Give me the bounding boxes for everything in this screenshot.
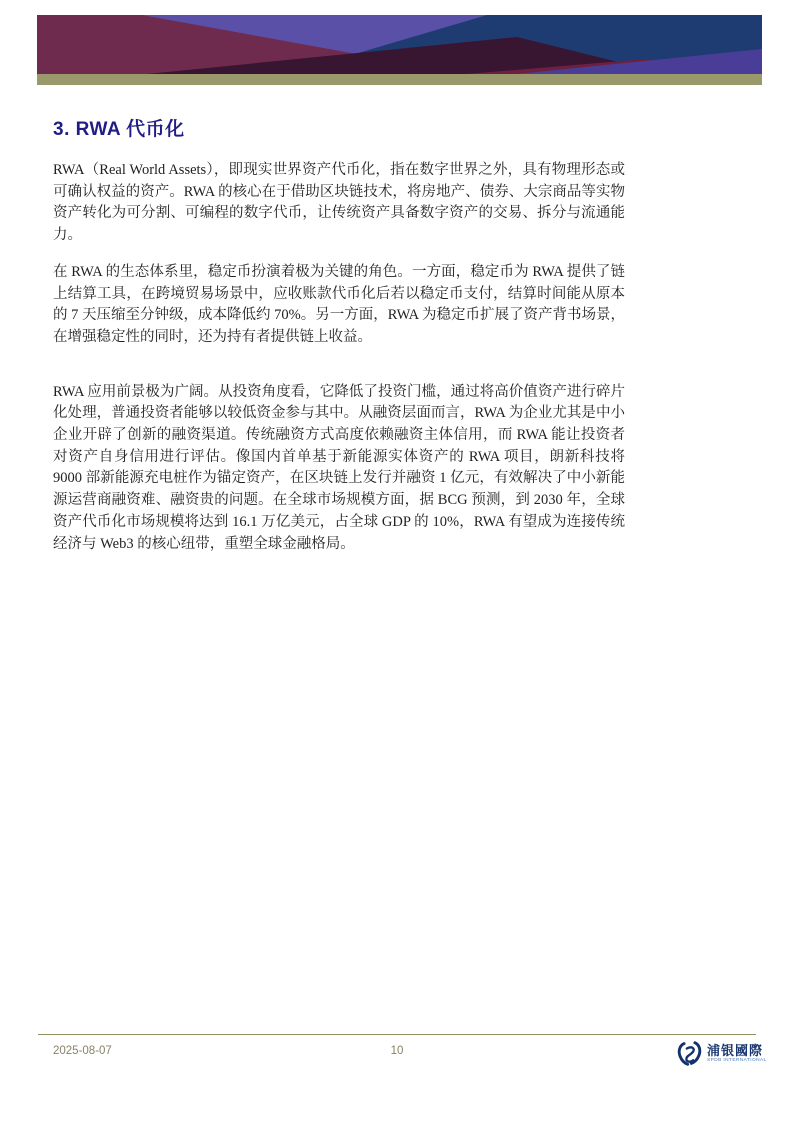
header-banner-graphic <box>37 15 762 74</box>
paragraph-rwa-definition: RWA（Real World Assets），即现实世界资产代币化，指在数字世界之外，具有物理形态或可确认权益的资产。RWA 的核心在于借助区块链技术，将房地产、债券、大宗商品等实物资产转化为可分割、可编程的数字代币，让传统资产具备数字资产的交易、拆分与流通能力。 <box>53 162 625 244</box>
section-title: 3. RWA 代币化 <box>53 119 185 140</box>
logo-name-chinese: 浦银國際 <box>707 1042 764 1058</box>
footer-date: 2025-08-07 <box>53 1045 112 1057</box>
company-logo <box>676 1040 767 1067</box>
footer-divider <box>38 1034 756 1035</box>
logo-name-english: SPDB INTERNATIONAL <box>707 1057 767 1063</box>
paragraph-rwa-outlook: RWA 应用前景极为广阔。从投资角度看，它降低了投资门槛，通过将高价值资产进行碎片化处理，普通投资者能够以较低资金参与其中。从融资层面而言，RWA 为企业尤其是中小企业开辟了创新的融资渠道。传统融资方式高度依赖融资主体信用，而 RWA 能让投资者对资产自身信用进行评估。像国内首单基于新能源实体资产的 RWA 项目，朗新科技将 9000 部新能源充电桩作为锚定资产，在区块链上发行并融资 1 亿元，有效解决了中小新能源运营商融资难、融资贵的问题。在全球市场规模方面，据 BCG 预测，到 2030 年，全球资产代币化市场规模将达到 16.1 万亿美元，占全球 GDP 的 10%，RWA 有望成为连接传统经济与 Web3 的核心纽带，重塑全球金融格局。 <box>53 383 625 552</box>
paragraph-stablecoin-role: 在 RWA 的生态体系里，稳定币扮演着极为关键的角色。一方面，稳定币为 RWA 提供了链上结算工具，在跨境贸易场景中，应收账款代币化后若以稳定币支付，结算时间能从原本的 7 天压缩至分钟级，成本降低约 70%。另一方面，RWA 为稳定币扩展了资产背书场景，在增强稳定性的同时，还为持有者提供链上收益。 <box>53 263 625 345</box>
page-number: 10 <box>390 1045 404 1057</box>
spdb-international-logo-icon <box>676 1040 703 1067</box>
header-olive-bar <box>37 74 762 85</box>
banner-geometric-art <box>37 15 762 74</box>
body-text <box>53 160 625 555</box>
logo-wordmark <box>707 1044 767 1064</box>
